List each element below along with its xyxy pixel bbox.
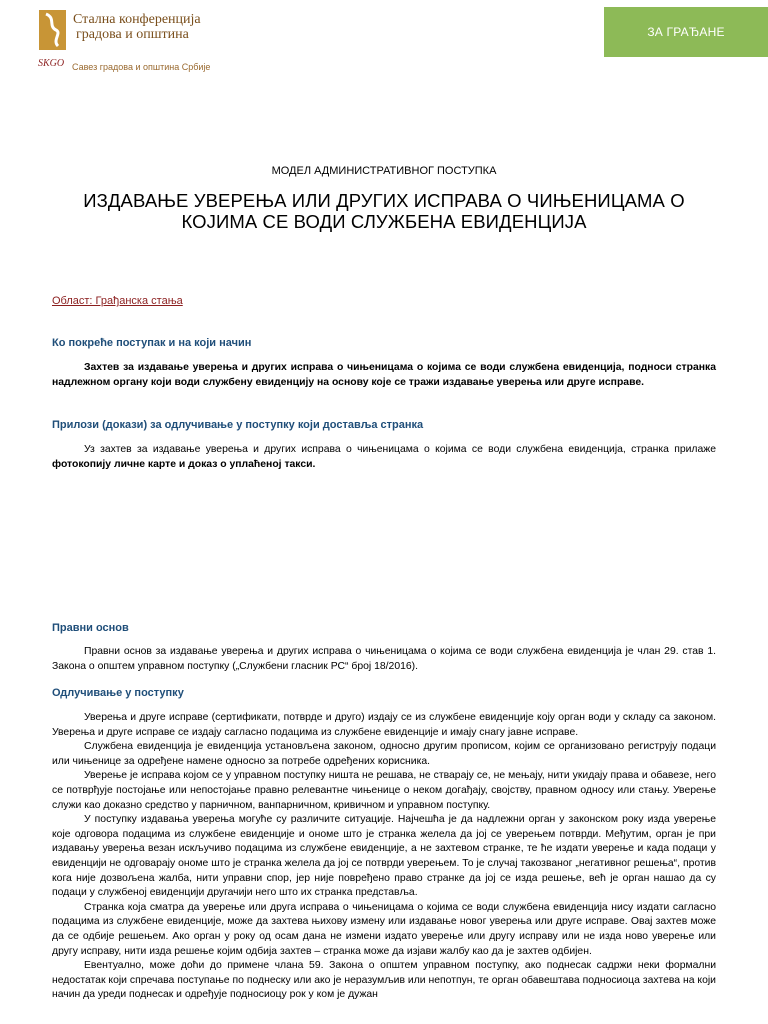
decision-paragraph: Уверења и друге исправе (сертификати, потврде и друго) издају се из службене евиденције коју орган води у складу са законом. Уверења и друге исправе се издају сагласно подацима из службене евиденције и имају снагу јавне исправе. bbox=[52, 712, 716, 738]
section-heading-initiation: Ко покреће поступак и на који начин bbox=[52, 337, 252, 349]
section-heading-legal-basis: Правни основ bbox=[52, 622, 129, 634]
svg-text:SKGO: SKGO bbox=[38, 58, 65, 68]
section-heading-attachments: Прилози (докази) за одлучивање у поступку који доставља странка bbox=[52, 419, 424, 431]
section-text-legal-basis: Правни основ за издавање уверења и других исправа о чињеницама о којима се води службена евиденција је члан 29. став 1. Закона о општем управном поступку („Службени гласник РС“ број 18/2016). bbox=[52, 646, 716, 672]
attachments-text-bold: фотокопију личне карте и доказ о уплаћеној такси. bbox=[52, 458, 316, 470]
attachments-text: Уз захтев за издавање уверења и других исправа о чињеницама о којима се води службена евиденција, странка прилаже bbox=[84, 444, 716, 455]
logo-name-line2: градова и општина bbox=[76, 27, 189, 42]
decision-paragraph: Евентуално, може доћи до примене члана 59. Закона о општем управном поступку, ако поднесак садржи неки формални недостатак који спречава поступање по поднеску или ако је неразумљив или непотпун, те орган обавештава подносиоца захтева на који начин да уреди поднесак и одређује подносиоцу рок у ком је дужан bbox=[52, 960, 716, 1001]
organization-logo[interactable] bbox=[38, 8, 218, 70]
decision-paragraph: Службена евиденција је евиденција установљена законом, односно другим прописом, којим се организовано региструју подаци или чињенице за одређене намене односно за потребе одређених корисника. bbox=[52, 741, 716, 767]
for-citizens-button[interactable]: ЗА ГРАЂАНЕ bbox=[604, 7, 768, 57]
logo-emblem-icon bbox=[38, 8, 68, 68]
decision-paragraph: Странка која сматра да уверење или друга исправа о чињеницама о којима се води службена евиденција нису издати сагласно подацима из службене евиденције, може да захтева њихову измену или издавање новог уверења или друге исправе. Овај захтев може да се одбије решењем. Ако орган у року од осам дана не измени издато уверење или другу исправу или не изда ново уверење или другу исправу, нити изда решење којим одбија захтев – странка може да изјави жалбу као да је захтев одбијен. bbox=[52, 901, 716, 957]
logo-subtitle: Савез градова и општина Србије bbox=[72, 62, 211, 72]
section-text-initiation: Захтев за издавање уверења и других исправа о чињеницама о којима се води службена евиденција, подноси странка надлежном органу који води службену евиденцију на основу које се тражи издавање уверења или друге исправе. bbox=[52, 362, 716, 388]
section-heading-decision: Одлучивање у поступку bbox=[52, 687, 184, 699]
document-category: МОДЕЛ АДМИНИСТРАТИВНОГ ПОСТУПКА bbox=[271, 165, 497, 177]
section-body-decision bbox=[52, 711, 716, 1003]
decision-paragraph: Уверење је исправа којом се у управном поступку ништа не решава, не стварају се, не мењају, нити укидају права и обавезе, него се потврђује постојање или непостојање правно релевантне чињенице о неком догађају, својству, правном односу или стању. Уверење служи као доказно средство у парничном, ванпарничном, кривичном и управном поступку. bbox=[52, 770, 716, 811]
document-title: ИЗДАВАЊЕ УВЕРЕЊА ИЛИ ДРУГИХ ИСПРАВА О ЧИЊЕНИЦАМА О КОЈИМА СЕ ВОДИ СЛУЖБЕНА ЕВИДЕНЦИЈА bbox=[83, 190, 685, 232]
area-link[interactable]: Област: Грађанска стања bbox=[52, 295, 183, 307]
decision-paragraph: У поступку издавања уверења могуће су различите ситуације. Најчешћа је да надлежни орган у законском року изда уверење које одговора подацима из службене евиденције и ономе што је странка желела да јој се уверењем потврди. Међутим, орган је при издавању уверења везан искључиво подацима из службене евиденције, а не захтевом странке, те ће издати уверење и када подаци у евиденцији не одговарају ономе што је странка желела да јој се потврди уверењем. То је случај такозваног „негативног решења“, против кога није дозвољена жалба, нити управни спор, јер није повређено право странке да јој се изда решење, већ је орган нашао да су подаци у службеној евиденцији другачији него што их странка представља. bbox=[52, 814, 716, 899]
logo-name-line1: Стална конференција bbox=[73, 12, 201, 27]
section-text-attachments bbox=[52, 443, 716, 472]
